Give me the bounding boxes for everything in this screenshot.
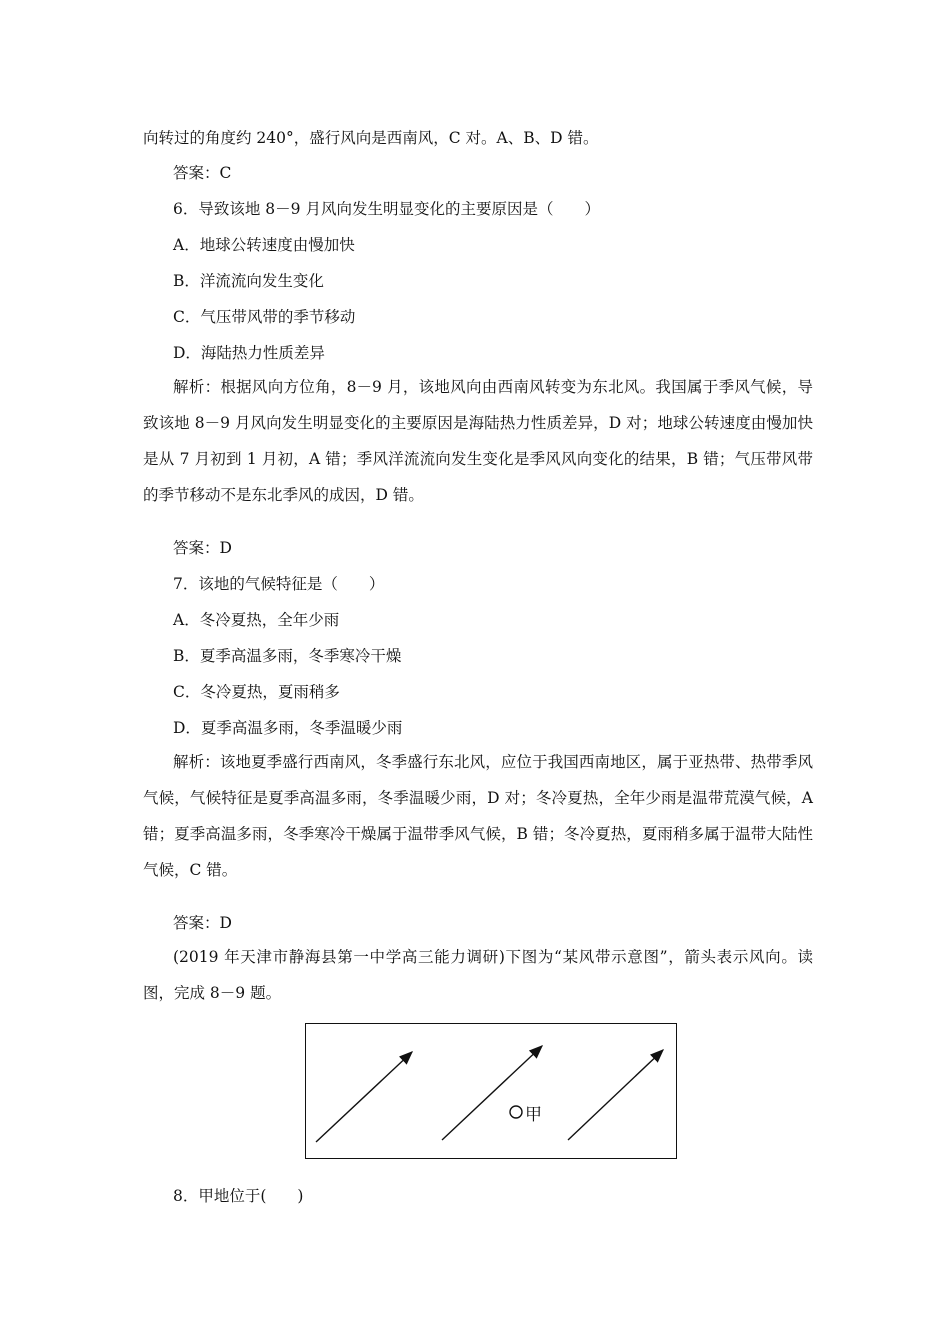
place-label-jia: 甲 xyxy=(525,1105,542,1125)
q7-option-c: C．冬冷夏热，夏雨稍多 xyxy=(173,683,340,701)
q6-option-d: D．海陆热力性质差异 xyxy=(173,344,325,362)
q6-stem: 6．导致该地 8－9 月风向发生明显变化的主要原因是（ ） xyxy=(173,200,600,218)
q6-explanation: 解析：根据风向方位角，8－9 月，该地风向由西南风转变为东北风。我国属于季风气候，导致该地 8－9 月风向发生明显变化的主要原因是海陆热力性质差异，D 对；地球公转速度由慢加快是从 7 月初到 1 月初，A 错；季风洋流流向发生变化是季风风向变化的结果，B 错；气压带风带的季节移动不是东北季风的成因，D 错。 xyxy=(143,378,813,504)
q7-answer: 答案：D xyxy=(173,914,232,932)
location-marker xyxy=(510,1106,522,1118)
prev-explanation-tail: 向转过的角度约 240°，盛行风向是西南风，C 对。A、B、D 错。 xyxy=(143,129,599,147)
q7-option-d: D．夏季高温多雨，冬季温暖少雨 xyxy=(173,719,403,737)
prev-answer: 答案：C xyxy=(173,164,232,182)
q6-option-b: B．洋流流向发生变化 xyxy=(173,272,324,290)
q6-answer: 答案：D xyxy=(173,539,232,557)
q7-explanation: 解析：该地夏季盛行西南风，冬季盛行东北风，应位于我国西南地区，属于亚热带、热带季风气候，气候特征是夏季高温多雨，冬季温暖少雨，D 对；冬冷夏热，全年少雨是温带荒漠气候，A 错；夏季高温多雨，冬季寒冷干燥属于温带季风气候，B 错；冬冷夏热，夏雨稍多属于温带大陆性气候，C 错。 xyxy=(143,753,813,879)
q8-stem: 8．甲地位于( ) xyxy=(173,1187,304,1205)
q7-stem: 7．该地的气候特征是（ ） xyxy=(173,575,385,593)
q6-option-c: C．气压带风带的季节移动 xyxy=(173,308,356,326)
q7-option-b: B．夏季高温多雨，冬季寒冷干燥 xyxy=(173,647,402,665)
wind-belt-figure xyxy=(305,1023,677,1159)
q7-option-a: A．冬冷夏热，全年少雨 xyxy=(173,611,340,629)
figure-intro: (2019 年天津市静海县第一中学高三能力调研)下图为“某风带示意图”，箭头表示风向。读图，完成 8－9 题。 xyxy=(143,948,813,1002)
q6-option-a: A．地球公转速度由慢加快 xyxy=(173,236,355,254)
wind-arrow xyxy=(568,1050,663,1140)
wind-arrow xyxy=(316,1052,412,1142)
wind-arrows xyxy=(306,1024,678,1160)
wind-arrow xyxy=(442,1046,542,1140)
